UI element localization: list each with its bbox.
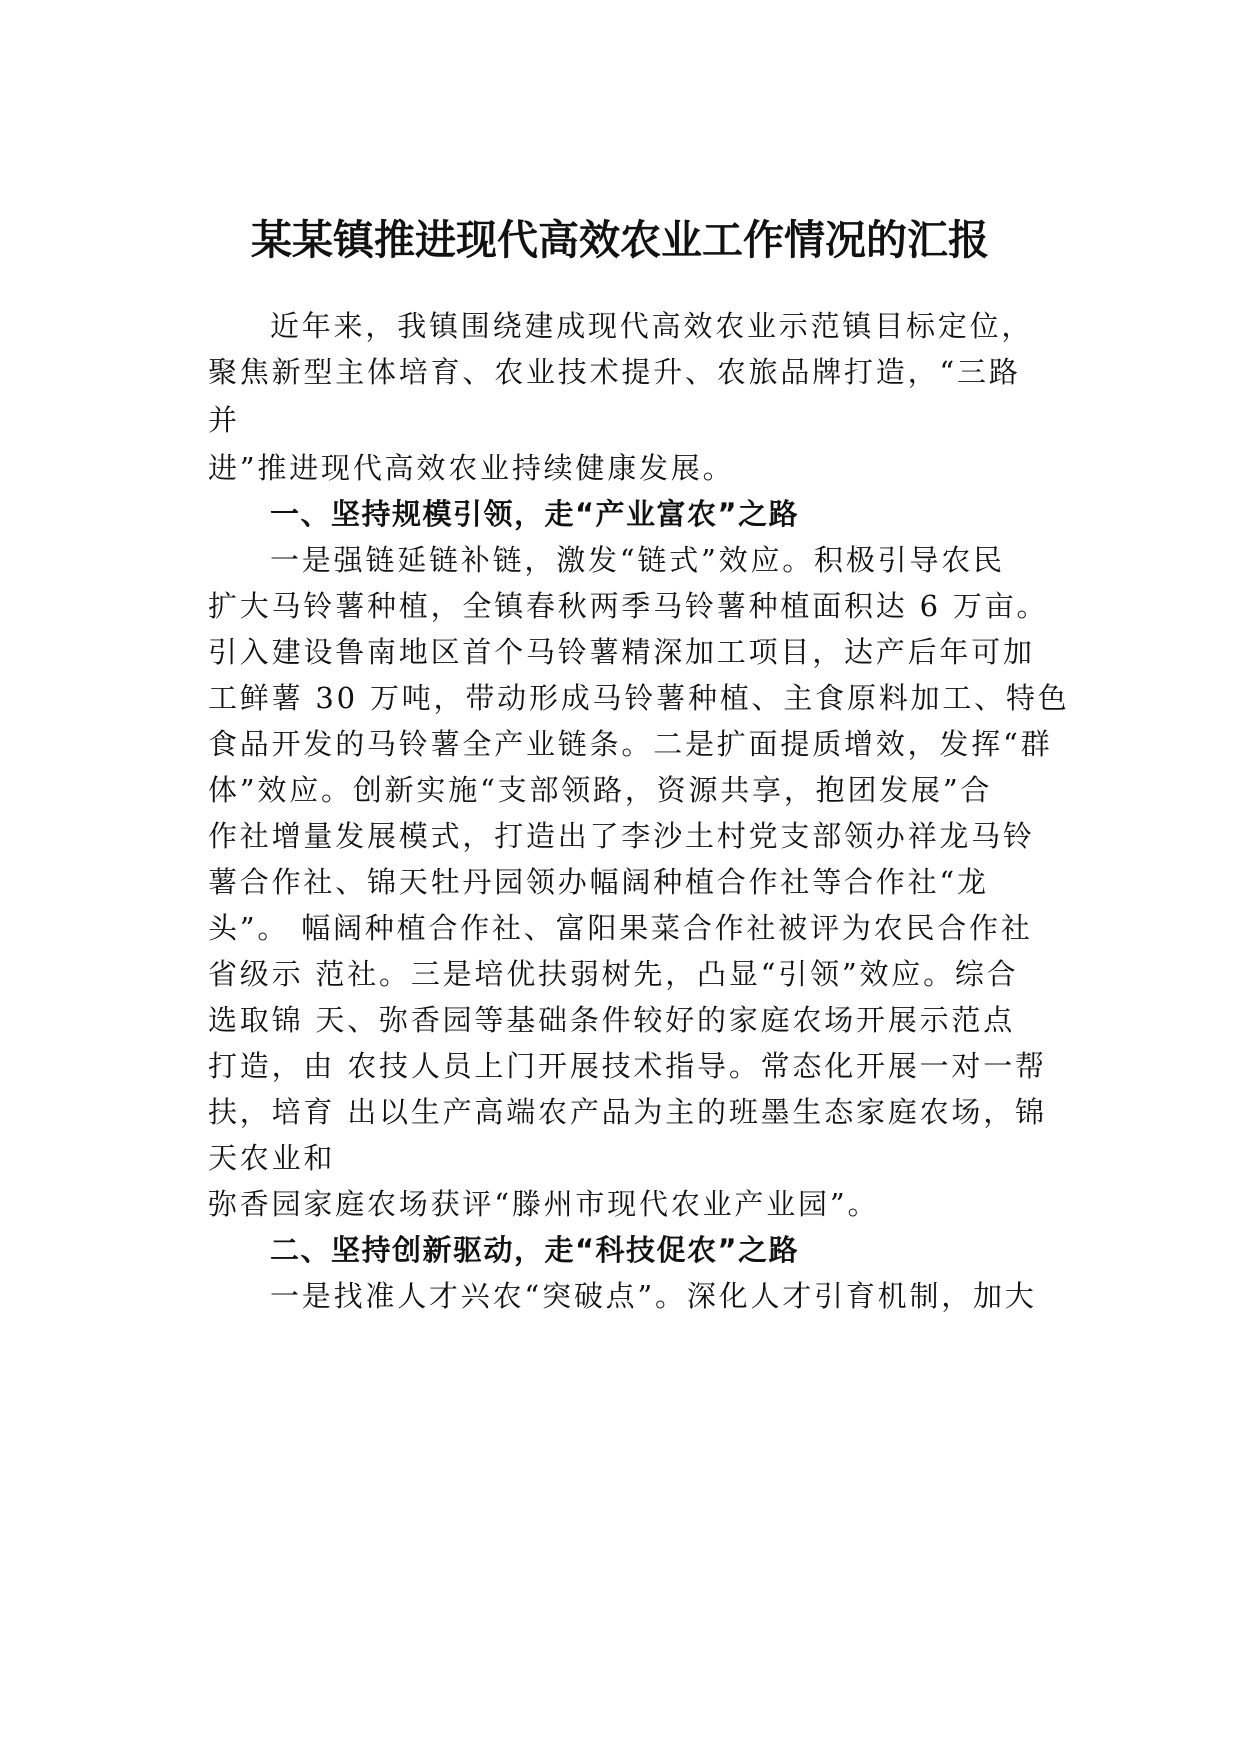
body-line: 一是强链延链补链，激发“链式”效应。积极引导农民	[270, 543, 1005, 577]
body-line: 打造，由 农技人员上门开展技术指导。常态化开展一对一帮	[208, 1049, 1047, 1083]
body-line: 薯合作社、锦天牡丹园领办幅阔种植合作社等合作社“龙	[208, 865, 989, 899]
body-line: 近年来，我镇围绕建成现代高效农业示范镇目标定位，	[270, 309, 1034, 343]
body-line: 聚焦新型主体培育、农业技术提升、农旅品牌打造，“三路	[208, 355, 1021, 389]
body-line: 体”效应。创新实施“支部领路，资源共享，抱团发展”合	[208, 773, 993, 807]
body-line: 省级示 范社。三是培优扶弱树先，凸显“引领”效应。综合	[208, 957, 1019, 991]
body-line: 食品开发的马铃薯全产业链条。二是扩面提质增效，发挥“群	[208, 727, 1053, 761]
body-line: 扩大马铃薯种植，全镇春秋两季马铃薯种植面积达 6 万亩。	[208, 589, 1049, 623]
body-line: 工鲜薯 30 万吨，带动形成马铃薯种植、主食原料加工、特色	[208, 681, 1070, 715]
section-heading: 二、坚持创新驱动，走“科技促农”之路	[270, 1233, 800, 1267]
body-line: 扶，培育 出以生产高端农产品为主的班墨生态家庭农场，锦	[208, 1095, 1047, 1129]
body-line: 引入建设鲁南地区首个马铃薯精深加工项目，达产后年可加	[208, 635, 1035, 669]
body-line: 一是找准人才兴农“突破点”。深化人才引育机制，加大	[270, 1279, 1037, 1313]
body-line: 天农业和	[208, 1141, 336, 1175]
body-line: 进”推进现代高效农业持续健康发展。	[208, 451, 735, 485]
body-line: 作社增量发展模式，打造出了李沙土村党支部领办祥龙马铃	[208, 819, 1035, 853]
body-line: 头”。 幅阔种植合作社、富阳果菜合作社被评为农民合作社	[208, 911, 1033, 945]
document-title: 某某镇推进现代高效农业工作情况的汇报	[251, 216, 989, 264]
section-heading: 一、坚持规模引领，走“产业富农”之路	[270, 497, 800, 531]
body-line: 选取锦 天、弥香园等基础条件较好的家庭农场开展示范点	[208, 1003, 1016, 1037]
body-line: 弥香园家庭农场获评“滕州市现代农业产业园”。	[208, 1187, 880, 1221]
body-line: 并	[208, 403, 240, 437]
